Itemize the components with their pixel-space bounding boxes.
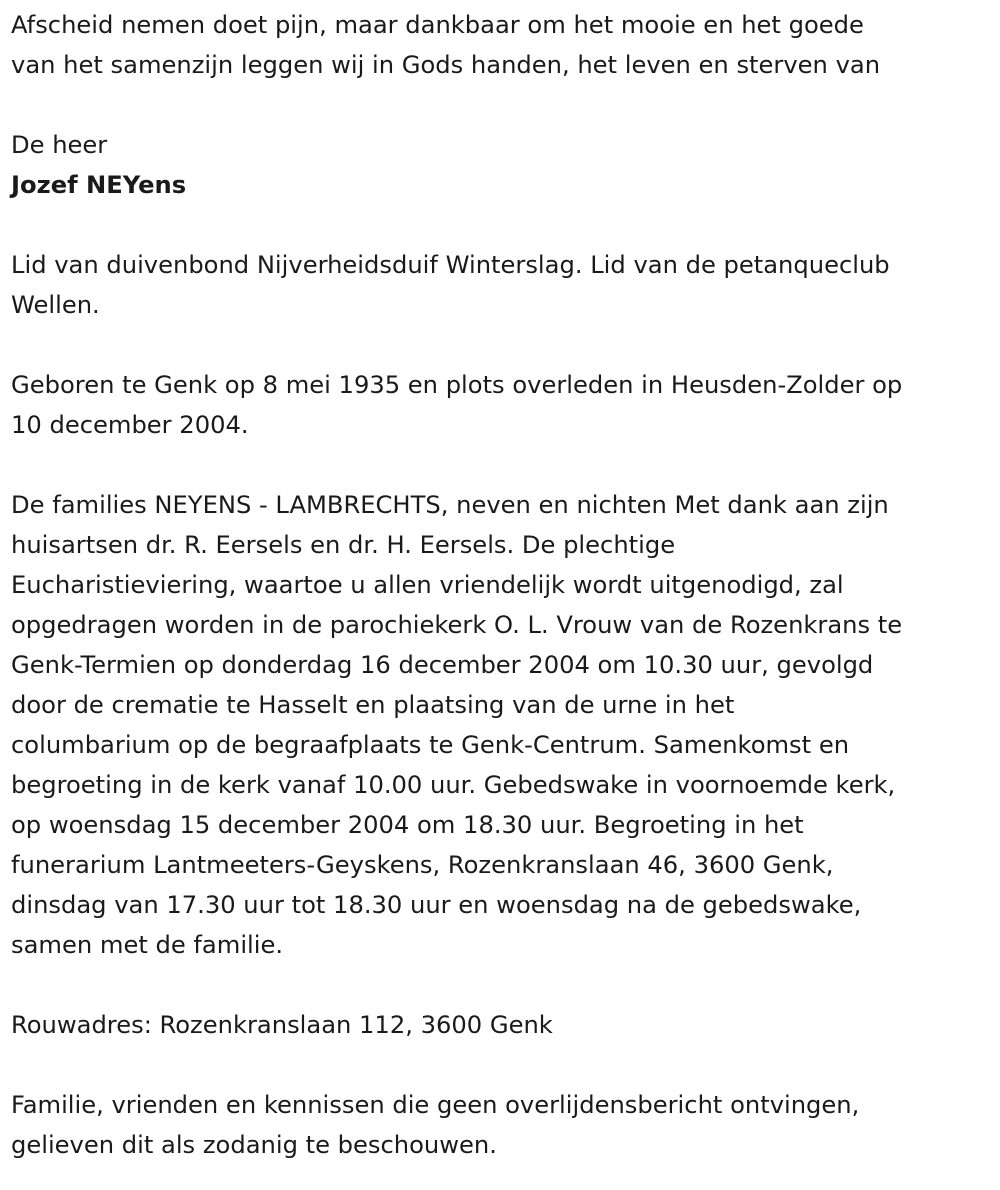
spacer xyxy=(11,205,994,245)
details-line: dinsdag van 17.30 uur tot 18.30 uur en woensdag na de gebedswake, xyxy=(11,891,862,919)
spacer xyxy=(11,85,994,125)
details-line: De families NEYENS - LAMBRECHTS, neven en nichten Met dank aan zijn xyxy=(11,491,889,519)
spacer xyxy=(11,325,994,365)
spacer xyxy=(11,965,994,1005)
mourning-address: Rouwadres: Rozenkranslaan 112, 3600 Genk xyxy=(11,1011,553,1039)
intro-paragraph xyxy=(11,5,994,85)
details-line: door de crematie te Hasselt en plaatsing van de urne in het xyxy=(11,691,735,719)
birth-death-line: Geboren te Genk op 8 mei 1935 en plots overleden in Heusden-Zolder op xyxy=(11,371,903,399)
memberships-line: Wellen. xyxy=(11,291,100,319)
details-line: samen met de familie. xyxy=(11,931,284,959)
closing-paragraph xyxy=(11,1085,994,1165)
details-line: opgedragen worden in de parochiekerk O. L. Vrouw van de Rozenkrans te xyxy=(11,611,903,639)
details-line: huisartsen dr. R. Eersels en dr. H. Eersels. De plechtige xyxy=(11,531,676,559)
details-line: Genk-Termien op donderdag 16 december 2004 om 10.30 uur, gevolgd xyxy=(11,651,874,679)
details-line: begroeting in de kerk vanaf 10.00 uur. Gebedswake in voornoemde kerk, xyxy=(11,771,896,799)
details-line: Eucharistieviering, waartoe u allen vriendelijk wordt uitgenodigd, zal xyxy=(11,571,844,599)
closing-line: gelieven dit als zodanig te beschouwen. xyxy=(11,1131,497,1159)
birth-death-paragraph xyxy=(11,365,994,445)
memberships-line: Lid van duivenbond Nijverheidsduif Winterslag. Lid van de petanqueclub xyxy=(11,251,890,279)
spacer xyxy=(11,445,994,485)
details-line: op woensdag 15 december 2004 om 18.30 uur. Begroeting in het xyxy=(11,811,804,839)
details-line: columbarium op de begraafplaats te Genk-Centrum. Samenkomst en xyxy=(11,731,850,759)
details-paragraph xyxy=(11,485,994,965)
intro-line: Afscheid nemen doet pijn, maar dankbaar om het mooie en het goede xyxy=(11,11,864,39)
details-line: funerarium Lantmeeters-Geyskens, Rozenkranslaan 46, 3600 Genk, xyxy=(11,851,834,879)
deceased-name: Jozef NEYens xyxy=(11,171,187,199)
memberships-paragraph xyxy=(11,245,994,325)
intro-line: van het samenzijn leggen wij in Gods handen, het leven en sterven van xyxy=(11,51,881,79)
salutation: De heer xyxy=(11,131,108,159)
closing-line: Familie, vrienden en kennissen die geen overlijdensbericht ontvingen, xyxy=(11,1091,860,1119)
birth-death-line: 10 december 2004. xyxy=(11,411,249,439)
spacer xyxy=(11,1045,994,1085)
